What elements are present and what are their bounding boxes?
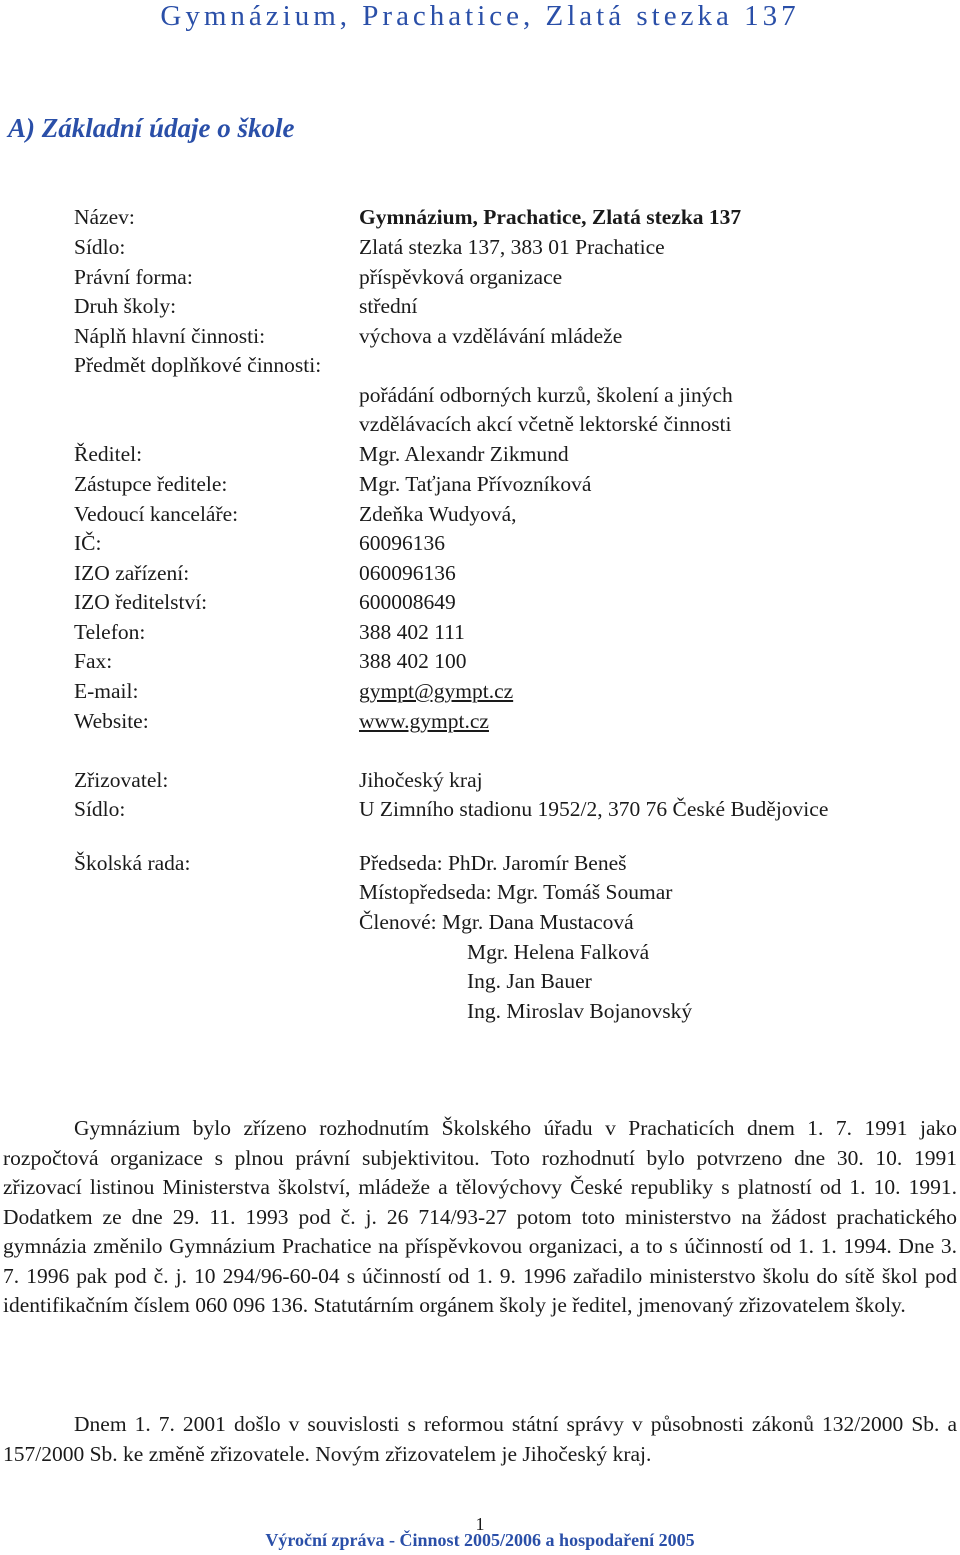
value-nazev: Gymnázium, Prachatice, Zlatá stezka 137 — [359, 205, 742, 229]
value-reditel: Mgr. Alexandr Zikmund — [359, 442, 569, 466]
label-reditel: Ředitel: — [74, 442, 143, 466]
label-website: Website: — [74, 709, 149, 733]
section-title: A) Základní údaje o škole — [8, 113, 295, 143]
website-link[interactable]: www.gympt.cz — [359, 709, 489, 733]
label-skolska-rada: Školská rada: — [74, 851, 191, 875]
rada-clen-2: Mgr. Helena Falková — [467, 940, 650, 964]
value-izo-zarizeni: 060096136 — [359, 561, 456, 585]
rada-predseda: Předseda: PhDr. Jaromír Beneš — [359, 851, 627, 875]
value-vedouci: Zdeňka Wudyová, — [359, 502, 517, 526]
value-fax: 388 402 100 — [359, 649, 467, 673]
rada-clen-3: Ing. Jan Bauer — [467, 969, 592, 993]
label-zrizovatel: Zřizovatel: — [74, 768, 169, 792]
page-footer: Výroční zpráva - Činnost 2005/2006 a hospodaření 2005 — [265, 1530, 695, 1550]
page-number: 1 — [475, 1514, 485, 1534]
value-napln: výchova a vzdělávání mládeže — [359, 324, 623, 348]
value-zastupce: Mgr. Taťjana Přívozníková — [359, 472, 592, 496]
change-paragraph — [3, 1410, 957, 1469]
label-sidlo: Sídlo: — [74, 235, 126, 259]
value-izo-reditelstvi: 600008649 — [359, 590, 456, 614]
value-sidlo: Zlatá stezka 137, 383 01 Prachatice — [359, 235, 665, 259]
rada-mistopredseda: Místopředseda: Mgr. Tomáš Soumar — [359, 880, 673, 904]
value-telefon: 388 402 111 — [359, 620, 465, 644]
label-izo-zarizeni: IZO zařízení: — [74, 561, 190, 585]
value-druh-skoly: střední — [359, 294, 418, 318]
label-email: E-mail: — [74, 679, 139, 703]
label-telefon: Telefon: — [74, 620, 146, 644]
email-link[interactable]: gympt@gympt.cz — [359, 679, 514, 703]
value-pravni-forma: příspěvková organizace — [359, 265, 563, 289]
page-header: Gymnázium, Prachatice, Zlatá stezka 137 — [160, 0, 800, 32]
label-vedouci: Vedoucí kanceláře: — [74, 502, 239, 526]
label-napln: Náplň hlavní činnosti: — [74, 324, 266, 348]
label-fax: Fax: — [74, 649, 113, 673]
label-nazev: Název: — [74, 205, 135, 229]
value-ic: 60096136 — [359, 531, 445, 555]
label-predmet: Předmět doplňkové činnosti: — [74, 353, 322, 377]
rada-clenove: Členové: Mgr. Dana Mustacová — [359, 910, 634, 934]
label-izo-reditelstvi: IZO ředitelství: — [74, 590, 208, 614]
label-ic: IČ: — [74, 531, 102, 555]
label-pravni-forma: Právní forma: — [74, 265, 193, 289]
paragraph-2: Dnem 1. 7. 2001 došlo v souvislosti s reformou státní správy v působnosti zákonů 132/2000 Sb. a 157/2000 Sb. ke změně zřizovatele. Novým zřizovatelem je Jihočeský kraj. — [3, 1412, 957, 1466]
rada-clen-4: Ing. Miroslav Bojanovský — [467, 999, 693, 1023]
value-zrizovatel-sidlo: U Zimního stadionu 1952/2, 370 76 České Budějovice — [359, 797, 829, 821]
label-zrizovatel-sidlo: Sídlo: — [74, 797, 126, 821]
value-zrizovatel: Jihočeský kraj — [359, 768, 483, 792]
paragraph-1: Gymnázium bylo zřízeno rozhodnutím Školského úřadu v Prachaticích dnem 1. 7. 1991 jako rozpočtová organizace s plnou právní subjektivitou. Toto rozhodnutí bylo potvrzeno dne 30. 10. 1991 zřizovací listinou Ministerstva školství, mládeže a tělovýchovy České republiky s platností od 1. 10. 1991. Dodatkem ze dne 29. 11. 1993 pod č. j. 26 714/93-27 potom toto ministerstvo na žádost prachatického gymnázia změnilo Gymnázium Prachatice na příspěvkovou organizaci, a to s účinností od 1. 1. 1994. Dne 3. 7. 1996 pak pod č. j. 10 294/96-60-04 s účinností od 1. 9. 1996 zařadilo ministerstvo školu do sítě škol pod identifikačním číslem 060 096 136. Statutárním orgánem školy je ředitel, jmenovaný zřizovatelem školy. — [3, 1116, 957, 1317]
label-zastupce: Zástupce ředitele: — [74, 472, 228, 496]
label-druh-skoly: Druh školy: — [74, 294, 177, 318]
history-paragraph — [3, 1114, 957, 1321]
value-predmet-line1: pořádání odborných kurzů, školení a jiných — [359, 383, 733, 407]
value-predmet-line2: vzdělávacích akcí včetně lektorské činnosti — [359, 412, 732, 436]
